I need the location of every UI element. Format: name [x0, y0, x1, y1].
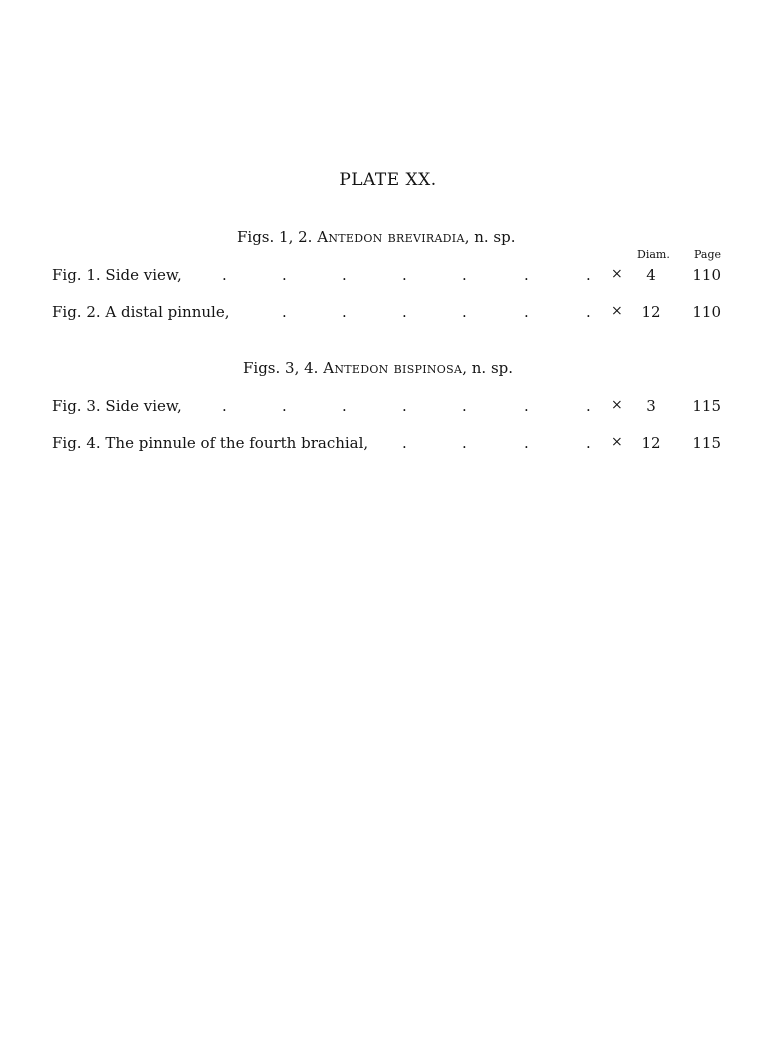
figure-label: Fig. 3. Side view,: [52, 397, 182, 415]
figure-label: Fig. 2. A distal pinnule,: [52, 303, 230, 321]
times-sign: ×: [611, 397, 623, 413]
leader-dot: .: [586, 397, 591, 415]
diameter-value: 12: [641, 303, 661, 321]
figure-row: [0, 266, 776, 288]
figure-label: Fig. 1. Side view,: [52, 266, 182, 284]
section-heading-suffix: , n. sp.: [462, 359, 514, 377]
leader-dot: .: [524, 303, 529, 321]
leader-dot: .: [342, 303, 347, 321]
figure-label: Fig. 4. The pinnule of the fourth brachial,: [52, 434, 369, 452]
leader-dot: .: [342, 266, 347, 284]
leader-dot: .: [586, 303, 591, 321]
figure-row: [0, 397, 776, 419]
figure-row: [0, 434, 776, 456]
leader-dot: .: [402, 303, 407, 321]
diameter-value: 3: [646, 397, 656, 415]
page-column-header: Page: [694, 248, 722, 261]
leader-dot: .: [524, 397, 529, 415]
section-heading-1: [237, 228, 516, 246]
species-name: Antedon breviradia: [317, 228, 465, 246]
leader-dot: .: [402, 266, 407, 284]
leader-dot: .: [222, 397, 227, 415]
leader-dot: .: [342, 397, 347, 415]
times-sign: ×: [611, 303, 623, 319]
page-number: 110: [692, 303, 721, 321]
species-name: Antedon bispinosa: [323, 359, 463, 377]
page-number: 115: [692, 434, 721, 452]
diameter-value: 4: [646, 266, 656, 284]
diameter-value: 12: [641, 434, 661, 452]
figure-row: [0, 303, 776, 325]
section-heading-prefix: Figs. 1, 2.: [237, 228, 313, 246]
leader-dot: .: [462, 397, 467, 415]
leader-dot: .: [282, 397, 287, 415]
leader-dot: .: [586, 434, 591, 452]
leader-dot: .: [222, 266, 227, 284]
diam-column-header: Diam.: [637, 248, 670, 261]
leader-dot: .: [462, 434, 467, 452]
leader-dot: .: [462, 266, 467, 284]
page-number: 110: [692, 266, 721, 284]
section-heading-2: [243, 359, 513, 377]
leader-dot: .: [282, 266, 287, 284]
section-heading-prefix: Figs. 3, 4.: [243, 359, 319, 377]
page-number: 115: [692, 397, 721, 415]
times-sign: ×: [611, 266, 623, 282]
leader-dot: .: [282, 303, 287, 321]
leader-dot: .: [402, 397, 407, 415]
plate-title: PLATE XX.: [339, 170, 437, 190]
leader-dot: .: [524, 434, 529, 452]
leader-dot: .: [586, 266, 591, 284]
leader-dot: .: [402, 434, 407, 452]
times-sign: ×: [611, 434, 623, 450]
leader-dot: .: [524, 266, 529, 284]
leader-dot: .: [462, 303, 467, 321]
section-heading-suffix: , n. sp.: [464, 228, 516, 246]
